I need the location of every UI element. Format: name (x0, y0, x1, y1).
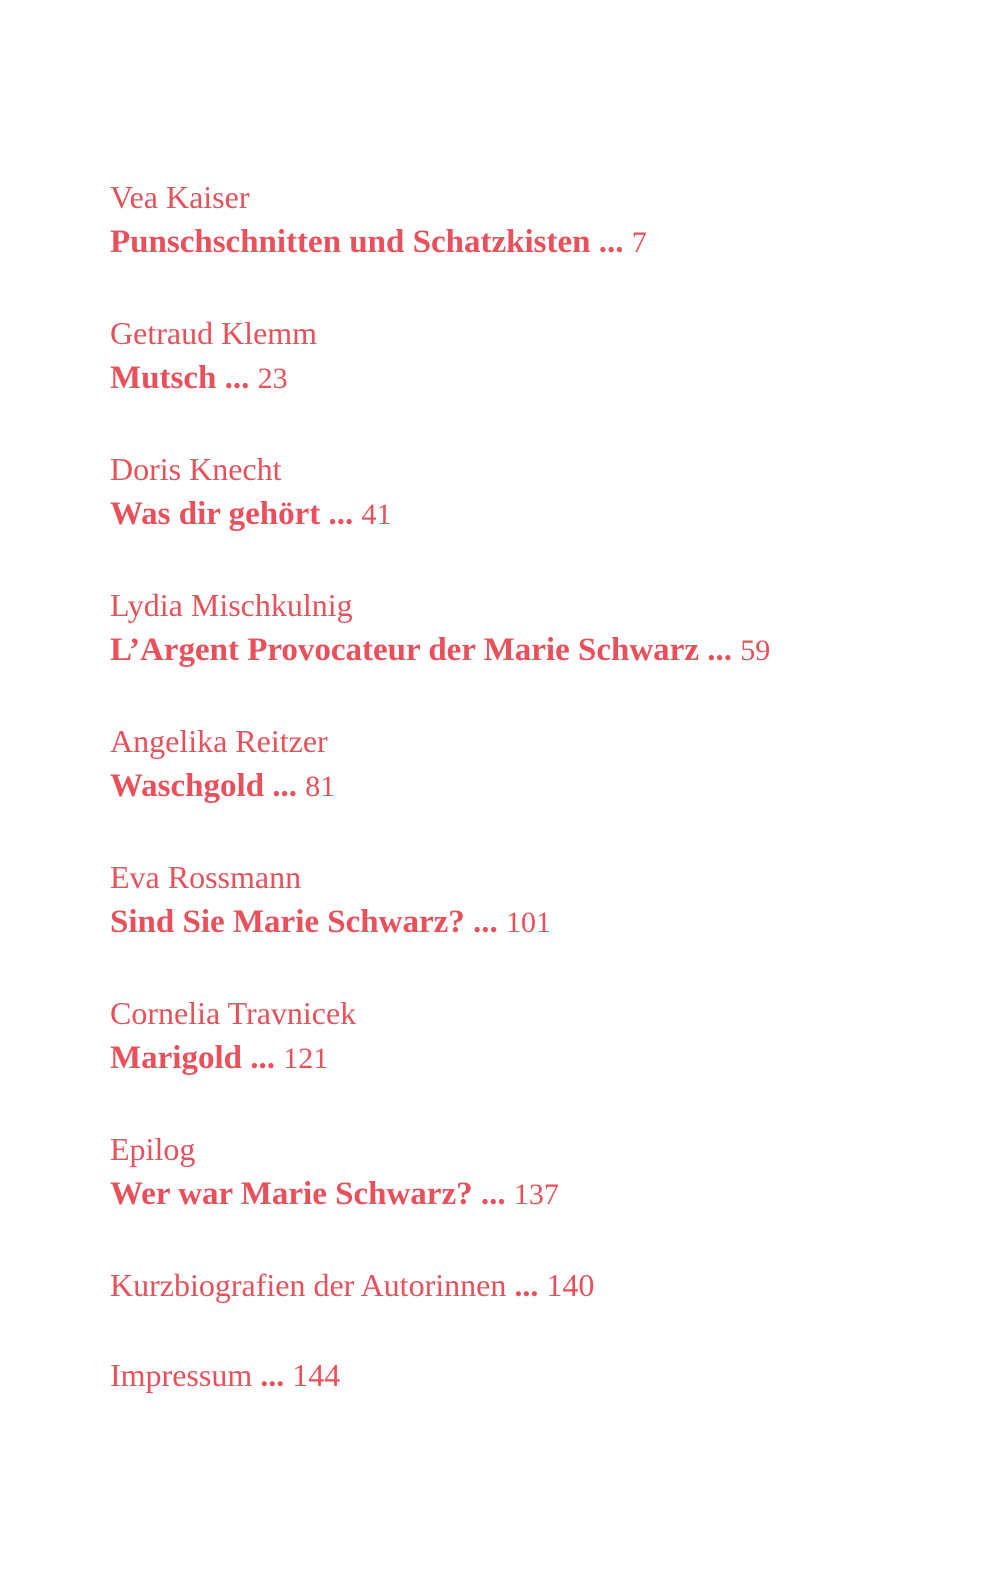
toc-separator: ... (272, 768, 298, 804)
toc-title: Marigold (110, 1040, 242, 1076)
toc-entry[interactable] (110, 719, 970, 809)
toc-title-line (110, 220, 970, 265)
toc-title-line (110, 900, 970, 945)
toc-entry[interactable] (110, 991, 970, 1081)
toc-author: Cornelia Travnicek (110, 995, 357, 1031)
toc-title-line (110, 628, 970, 673)
toc-separator: ... (260, 1357, 285, 1393)
toc-author: Lydia Mischkulnig (110, 587, 353, 623)
toc-author: Vea Kaiser (110, 179, 250, 215)
toc-title: Sind Sie Marie Schwarz? (110, 904, 465, 940)
toc-title: L’Argent Provocateur der Marie Schwarz (110, 632, 699, 668)
table-of-contents (110, 175, 970, 1443)
toc-page-number: 7 (631, 226, 647, 259)
toc-extra-label: Impressum (110, 1357, 253, 1393)
toc-entry[interactable] (110, 175, 970, 265)
toc-separator: ... (224, 360, 250, 396)
toc-title: Mutsch (110, 360, 217, 396)
toc-extra-entry[interactable] (110, 1353, 970, 1398)
toc-extra-entry[interactable] (110, 1263, 970, 1308)
toc-separator: ... (598, 224, 624, 260)
toc-author: Eva Rossmann (110, 859, 302, 895)
toc-entry[interactable] (110, 1127, 970, 1217)
toc-separator: ... (328, 496, 354, 532)
toc-author: Getraud Klemm (110, 315, 318, 351)
toc-entry[interactable] (110, 447, 970, 537)
toc-separator: ... (472, 904, 498, 940)
toc-page-number: 23 (257, 362, 288, 395)
toc-title-line (110, 1036, 970, 1081)
toc-separator: ... (250, 1040, 275, 1076)
toc-entry[interactable] (110, 583, 970, 673)
toc-page-number: 137 (513, 1178, 559, 1211)
toc-page-number: 140 (546, 1267, 595, 1303)
toc-title: Was dir gehört (110, 496, 321, 532)
toc-extra-label: Kurzbiografien der Autorinnen (110, 1267, 507, 1303)
toc-entry[interactable] (110, 311, 970, 401)
toc-title: Punschschnitten und Schatzkisten (110, 224, 591, 260)
toc-page-number: 59 (740, 634, 771, 667)
toc-page-number: 144 (292, 1357, 341, 1393)
toc-separator: ... (480, 1176, 506, 1212)
toc-title-line (110, 1172, 970, 1217)
toc-title-line (110, 356, 970, 401)
toc-separator: ... (707, 632, 732, 668)
toc-page-number: 81 (305, 770, 336, 803)
toc-author: Doris Knecht (110, 451, 282, 487)
toc-page-number: 41 (361, 498, 392, 531)
toc-title-line (110, 492, 970, 537)
toc-title: Waschgold (110, 768, 265, 804)
toc-title: Wer war Marie Schwarz? (110, 1176, 473, 1212)
toc-entry[interactable] (110, 855, 970, 945)
toc-author: Epilog (110, 1131, 196, 1167)
toc-page-number: 101 (505, 906, 551, 939)
toc-author: Angelika Reitzer (110, 723, 328, 759)
toc-page-number: 121 (283, 1042, 329, 1075)
toc-title-line (110, 764, 970, 809)
toc-separator: ... (514, 1267, 539, 1303)
